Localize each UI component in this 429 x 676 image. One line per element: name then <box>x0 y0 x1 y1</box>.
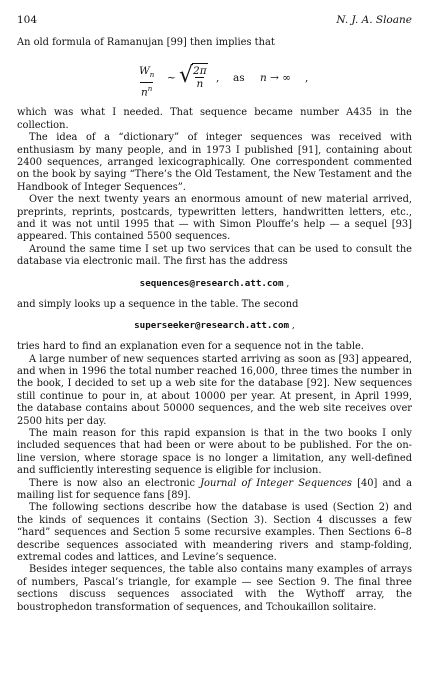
paragraph-intro: An old formula of Ramanujan [99] then implies that <box>17 37 275 48</box>
paragraph-web-site: A large number of new sequences started arriving as soon as [93] appeared, and when in 1996 the total number reached 16,000, three times the number in the book, I decided to set up a web site for the database [92]. New sequences still continue to pour in, at about 10000 per year. At present, in April 1999, the database contains about 50000 sequences, and the web site receives over 2500 hits per day. <box>17 353 412 427</box>
formula-sqrt <box>179 63 208 90</box>
running-author: N. J. A. Sloane <box>336 14 412 26</box>
email-superseeker-punct: , <box>289 320 295 332</box>
paragraph-sections-overview: The following sections describe how the database is used (Section 2) and the kinds of sequences it contains (Section 3). Section 4 discusses a few “hard” sequences and Section 5 some recursive examples. Then Sections 6–8 describe sequences associated with meandering rivers and stamp-folding, extremal codes and lattices, and Levine’s sequence. <box>17 502 412 563</box>
formula-rhs-numerator: 2π <box>193 65 207 78</box>
email-address-superseeker <box>17 320 412 332</box>
paragraph-twenty-years: Over the next twenty years an enormous amount of new material arrived, preprints, reprints, postcards, typewritten letters, handwritten letters, etc., and it was not until 1995 that — with Simon Plouffe’s help — a sequel [93] appeared. This contained 5500 sequences. <box>17 194 412 243</box>
formula-rhs-denominator: n <box>196 78 204 91</box>
formula-sim: ∼ <box>167 72 176 85</box>
journal-title: Journal of Integer Sequences <box>200 477 352 489</box>
formula-lhs-denominator: n <box>141 86 148 98</box>
paragraph-lookup: and simply looks up a sequence in the table. The second <box>17 298 299 310</box>
email-address-sequences <box>17 278 412 290</box>
formula-limit: n → ∞ <box>260 72 291 85</box>
email-sequences-punct: , <box>283 277 290 289</box>
formula-as: as <box>233 72 245 85</box>
formula-comma-2: , <box>305 72 309 85</box>
formula-lhs-denominator-superscript: n <box>147 84 153 93</box>
formula-lhs-fraction <box>138 65 155 98</box>
formula-comma-1: , <box>216 72 220 85</box>
journal-text-after: [40] and a mailing list for sequence fans [89]. <box>17 477 412 501</box>
email-sequences: sequences@research.att.com <box>139 277 284 289</box>
paragraph-journal <box>17 478 412 503</box>
formula-lhs-numerator: W <box>139 65 150 78</box>
paragraph-a435: which was what I needed. That sequence became number A435 in the collection. <box>17 107 412 131</box>
paragraph-email-services: Around the same time I set up two services that can be used to consult the database via electronic mail. The first has the address <box>17 243 412 268</box>
formula-lhs-numerator-subscript: n <box>149 71 155 80</box>
paragraph-tries-hard: tries hard to find an explanation even for a sequence not in the table. <box>17 341 364 353</box>
journal-text-before: There is now also an electronic <box>29 477 201 489</box>
paragraph-arrays: Besides integer sequences, the table also contains many examples of arrays of numbers, Pascal’s triangle, for example — see Section 9. The final three sections discuss sequences associated with the Wythoff array, the boustrophedon transformation of sequences, and Tchoukaillon solitaire. <box>17 564 412 613</box>
page <box>17 14 412 614</box>
page-number: 104 <box>17 14 38 26</box>
email-superseeker: superseeker@research.att.com <box>134 320 290 332</box>
ramanujan-formula <box>17 61 412 98</box>
running-header <box>17 14 412 27</box>
paragraph-dictionary: The idea of a “dictionary” of integer sequences was received with enthusiasm by many people, and in 1973 I published [91], containing about 2400 sequences, arranged lexicographically. One correspondent commented on the book by saying “There’s the Old Testament, the New Testament and the Handbook of Integer Sequences”. <box>17 132 412 193</box>
formula-rhs-fraction <box>192 65 208 90</box>
radical-sign-icon: √ <box>179 63 194 89</box>
paragraph-expansion: The main reason for this rapid expansion is that in the two books I only included sequences that had been or were about to be published. For the on-line version, where storage space is no longer a limitation, any well-defined and sufficiently interesting sequence is eligible for inclusion. <box>17 427 412 477</box>
